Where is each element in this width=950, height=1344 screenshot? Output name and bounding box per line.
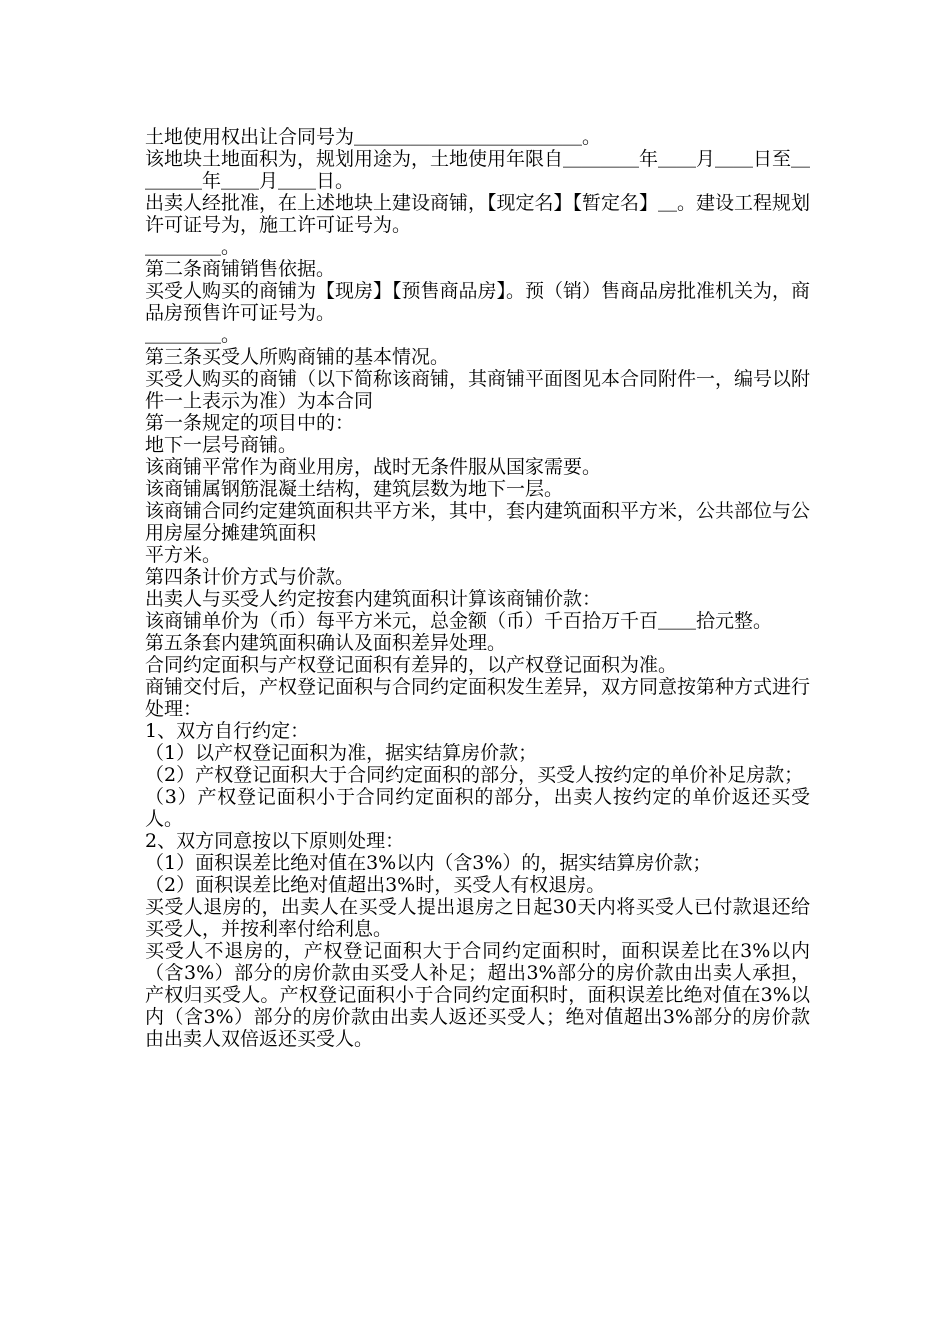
list-item: （2）面积误差比绝对值超出3%时，买受人有权退房。	[145, 874, 606, 896]
paragraph: 买受人购买的商铺为【现房】【预售商品房】。预（销）售商品房批准机关为，商品房预售许可证号为。	[145, 280, 811, 324]
section-heading: 第二条商铺销售依据。	[145, 258, 336, 280]
paragraph: 该商铺属钢筋混凝土结构，建筑层数为地下一层。	[145, 478, 564, 500]
paragraph: 该商铺平常作为商业用房，战时无条件服从国家需要。	[145, 456, 602, 478]
list-item: （3）产权登记面积小于合同约定面积的部分，出卖人按约定的单价返还买受人。	[145, 786, 810, 830]
paragraph: 平方米。	[145, 544, 222, 566]
paragraph: 买受人购买的商铺（以下简称该商铺，其商铺平面图见本合同附件一，编号以附件一上表示为准）为本合同	[145, 368, 811, 412]
paragraph: 该商铺合同约定建筑面积共平方米，其中，套内建筑面积平方米，公共部位与公用房屋分摊建筑面积	[145, 500, 811, 544]
paragraph: 土地使用权出让合同号为＿＿＿＿＿＿＿＿＿＿＿＿。	[145, 126, 602, 148]
paragraph: 出卖人与买受人约定按套内建筑面积计算该商铺价款：	[145, 588, 602, 610]
list-heading: 1、双方自行约定：	[145, 720, 310, 742]
paragraph: 该地块土地面积为，规划用途为，土地使用年限自＿＿＿＿年＿＿月＿＿日至＿＿＿＿年＿＿月＿＿日。	[145, 148, 811, 192]
document-body	[145, 126, 810, 1050]
section-heading: 第五条套内建筑面积确认及面积差异处理。	[145, 632, 507, 654]
section-heading: 第四条计价方式与价款。	[145, 566, 355, 588]
paragraph: 买受人不退房的，产权登记面积大于合同约定面积时，面积误差比在3%以内（含3%）部分的房价款由买受人补足；超出3%部分的房价款由出卖人承担，产权归买受人。产权登记面积小于合同约定面积时，面积误差比绝对值在3%以内（含3%）部分的房价款由出卖人返还买受人；绝对值超出3%部分的房价款由出卖人双倍返还买受人。	[145, 940, 810, 1050]
list-item: （1）以产权登记面积为准，据实结算房价款；	[145, 742, 538, 764]
list-heading: 2、双方同意按以下原则处理：	[145, 830, 405, 852]
list-item: （2）产权登记面积大于合同约定面积的部分，买受人按约定的单价补足房款；	[145, 764, 804, 786]
paragraph: ＿＿＿＿。	[145, 236, 241, 258]
paragraph: 地下一层号商铺。	[145, 434, 298, 456]
paragraph: 合同约定面积与产权登记面积有差异的，以产权登记面积为准。	[145, 654, 678, 676]
paragraph: 出卖人经批准，在上述地块上建设商铺，【现定名】【暂定名】＿。建设工程规划许可证号为，施工许可证号为。	[145, 192, 811, 236]
paragraph: 商铺交付后，产权登记面积与合同约定面积发生差异，双方同意按第种方式进行处理：	[145, 676, 811, 720]
section-heading: 第三条买受人所购商铺的基本情况。	[145, 346, 450, 368]
list-item: （1）面积误差比绝对值在3%以内（含3%）的，据实结算房价款；	[145, 852, 712, 874]
paragraph: 该商铺单价为（币）每平方米元，总金额（币）千百拾万千百＿＿拾元整。	[145, 610, 773, 632]
paragraph: 买受人退房的，出卖人在买受人提出退房之日起30天内将买受人已付款退还给买受人，并按利率付给利息。	[145, 896, 810, 940]
paragraph: 第一条规定的项目中的：	[145, 412, 355, 434]
paragraph: ＿＿＿＿。	[145, 324, 241, 346]
